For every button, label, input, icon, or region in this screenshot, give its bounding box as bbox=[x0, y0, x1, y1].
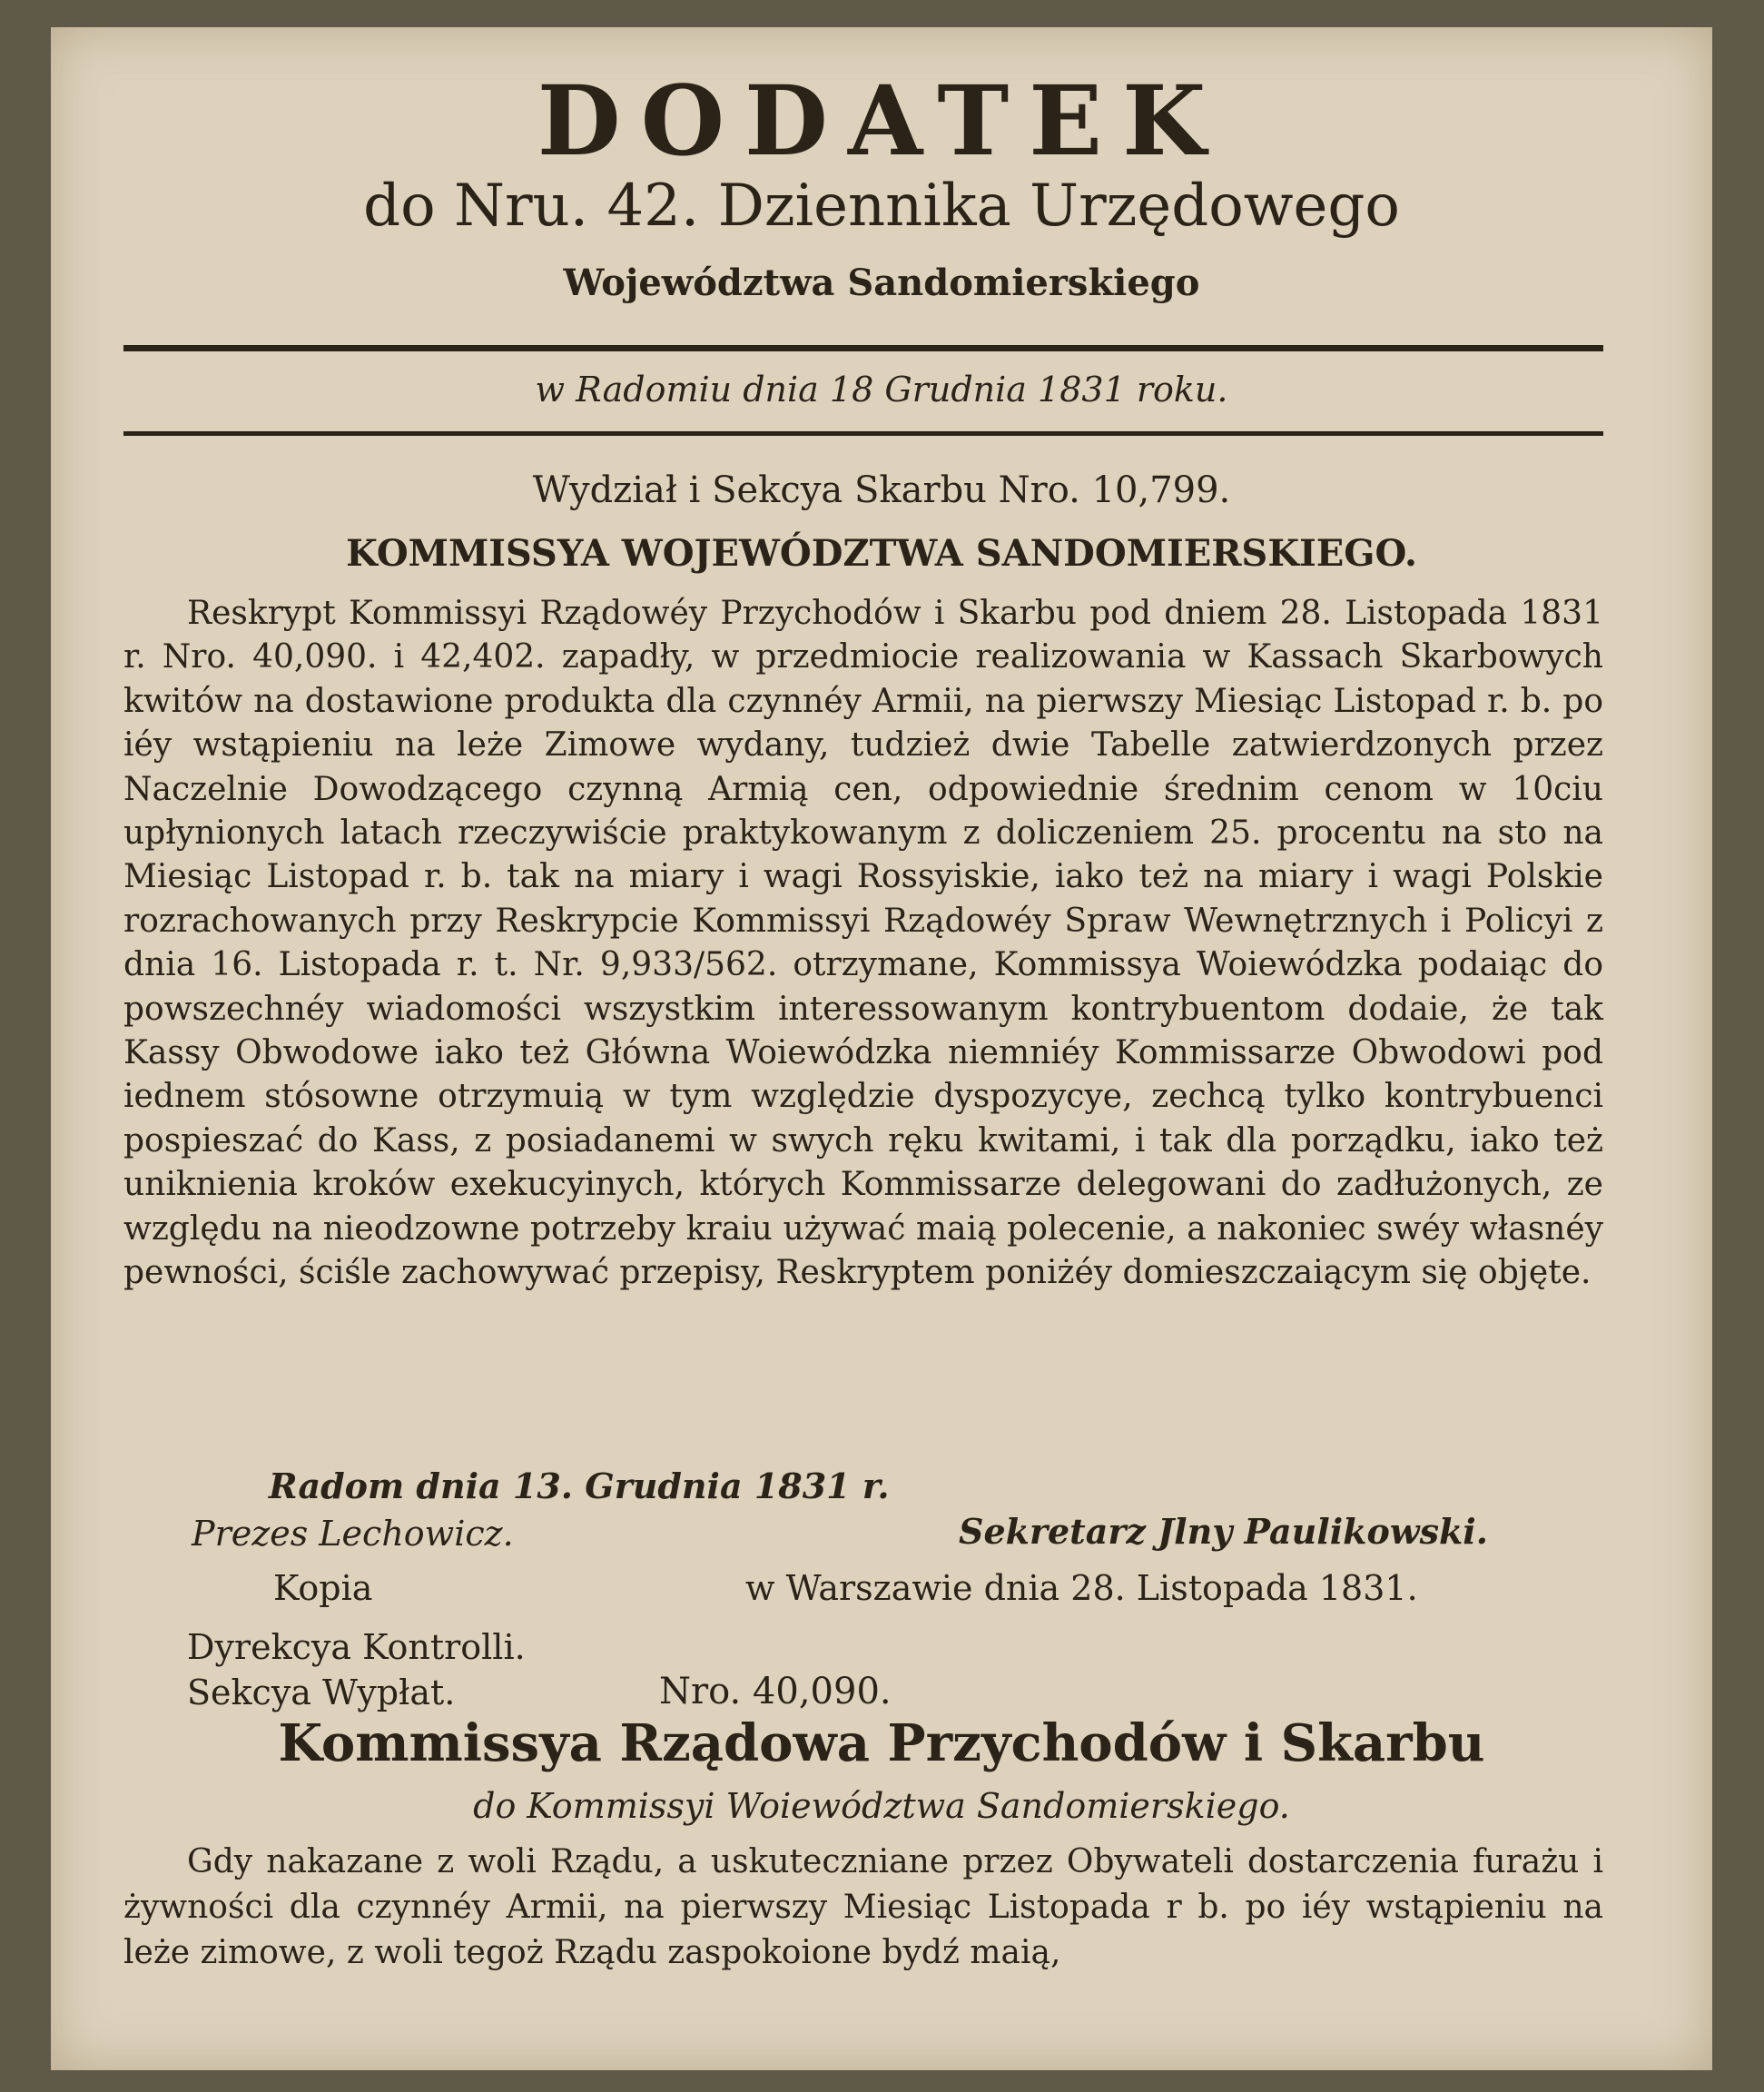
commission-body-paragraph: Gdy nakazane z woli Rządu, a uskuteczniane przez Obywateli dostarczenia furażu i żywności dla czynnéy Armii, na pierwszy Miesiąc Listopada r b. po iéy wstąpieniu na leże zimowe, z woli tegoż Rządu zaspokoione bydź maią, bbox=[123, 1843, 1603, 1971]
copy-label: Kopia bbox=[273, 1568, 373, 1608]
signature-president: Prezes Lechowicz. bbox=[192, 1514, 514, 1554]
signature-date: Radom dnia 13. Grudnia 1831 r. bbox=[269, 1465, 890, 1506]
copy-place-date: w Warszawie dnia 28. Listopada 1831. bbox=[745, 1568, 1418, 1608]
commission-subtitle: do Kommissyi Woiewództwa Sandomierskiego. bbox=[473, 1786, 1290, 1826]
issue-date-line: w Radomiu dnia 18 Grudnia 1831 roku. bbox=[535, 370, 1228, 410]
header-rule-top bbox=[123, 345, 1603, 351]
document-title: DODATEK bbox=[537, 64, 1227, 177]
document-subtitle-region: Województwa Sandomierskiego bbox=[563, 262, 1200, 304]
directorate-line: Dyrekcya Kontrolli. bbox=[187, 1627, 526, 1667]
organization-heading: KOMMISSYA WOJEWÓDZTWA SANDOMIERSKIEGO. bbox=[346, 532, 1417, 575]
header-rule-bottom bbox=[123, 431, 1603, 436]
main-body-paragraph: Reskrypt Kommissyi Rządowéy Przychodów i Skarbu pod dniem 28. Listopada 1831 r. Nro. 40,090. i 42,402. zapadły, w przedmiocie realizowania w Kassach Skarbowych kwitów na dostawione produkta dla czynnéy Armii, na pierwszy Miesiąc Listopad r. b. po iéy wstąpieniu na leże Zimowe wydany, tudzież dwie Tabelle zatwierdzonych przez Naczelnie Dowodzącego czynną Armią cen, odpowiednie średnim cenom w 10ciu upłynionych latach rzeczywiście praktykowanym z doliczeniem 25. procentu na sto na Miesiąc Listopad r. b. tak na miary i wagi Rossyiskie, iako też na miary i wagi Polskie rozrachowanych przy Reskrypcie Kommissyi Rządowéy Spraw Wewnętrznych i Policyi z dnia 16. Listopada r. t. Nr. 9,933/562. otrzymane, Kommissya Woiewódzka podaiąc do powszechnéy wiadomości wszystkim interessowanym kontrybuentom dodaie, że tak Kassy Obwodowe iako też Główna Woiewódzka niemniéy Kommissarze Obwodowi pod iednem stósowne otrzymuią w tym względzie dyspozycye, zechcą tylko kontrybuenci pospieszać do Kass, z posiadanemi w swych ręku kwitami, i tak dla porządku, iako też uniknienia kroków exekucyinych, których Kommissarze delegowani do zadłużonych, ze względu na nieodzowne potrzeby kraiu używać maią polecenie, a nakoniec swéy własnéy pewności, ściśle zachowywać przepisy, Reskryptem poniżéy domieszczaiącym się objęte. bbox=[123, 595, 1603, 1292]
document-subtitle: do Nru. 42. Dziennika Urzędowego bbox=[363, 173, 1400, 240]
signature-secretary: Sekretarz Jlny Paulikowski. bbox=[959, 1511, 1488, 1552]
section-line: Sekcya Wypłat. bbox=[187, 1673, 456, 1712]
reference-number: Nro. 40,090. bbox=[659, 1671, 892, 1712]
commission-title: Kommissya Rządowa Przychodów i Skarbu bbox=[278, 1713, 1485, 1773]
section-heading: Wydział i Sekcya Skarbu Nro. 10,799. bbox=[532, 469, 1231, 511]
document-page bbox=[51, 27, 1712, 2070]
